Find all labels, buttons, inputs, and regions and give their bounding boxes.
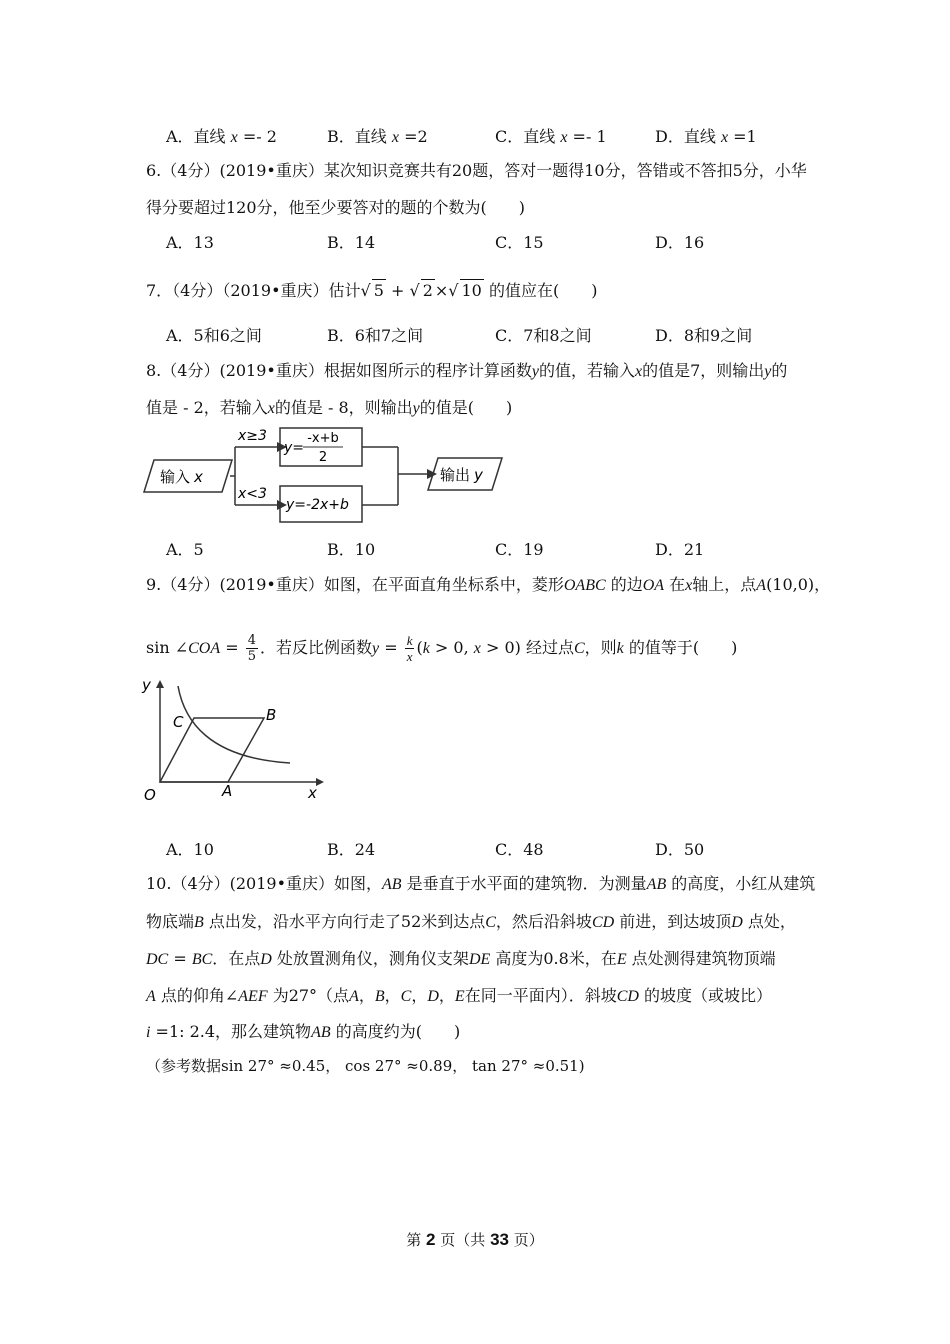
label-c: C (173, 713, 184, 731)
q5-option-b: B．直线 x =2 (327, 127, 428, 146)
flow-input-label: 输入 (160, 468, 191, 486)
q6-option-b: B．14 (327, 233, 376, 252)
q6-text-line2: 得分要超过120分，他至少要答对的题的个数为( ) (146, 198, 526, 217)
q7-option-b: B．6和7之间 (327, 326, 424, 345)
q8-option-d: D．21 (655, 540, 705, 559)
page-footer: 第 2 页（共 33 页） (406, 1230, 544, 1249)
q5-option-d: D．直线 x =1 (655, 127, 757, 146)
q7-text: 7．（4分）（2019•重庆）估计√ 5 + √ 2 ×√ 10 的值应在( ) (146, 281, 598, 300)
q5-option-c: C．直线 x =- 1 (495, 127, 607, 146)
flow-output-var: y (474, 466, 483, 484)
q10-text-line2: 物底端B 点出发，沿水平方向行走了52米到达点C，然后沿斜坡CD 前进，到达坡顶D 点处， (146, 912, 796, 931)
q8-option-a: A．5 (166, 540, 204, 559)
q7-option-a: A．5和6之间 (166, 326, 262, 345)
q10-text-line5: i =1: 2.4，那么建筑物AB 的高度约为( ) (146, 1022, 461, 1041)
q9-option-c: C．48 (495, 840, 544, 859)
flow-top-lhs: y= (284, 440, 305, 456)
flow-top-den: 2 (318, 450, 328, 465)
q10-text-line1: 10.（4分）(2019•重庆）如图，AB 是垂直于水平面的建筑物．为测量AB 的高度，小红从建筑 (146, 874, 816, 893)
q9-option-a: A．10 (166, 840, 214, 859)
q6-text-line1: 6.（4分）(2019•重庆）某次知识竞赛共有20题，答对一题得10分，答错或不答扣5分，小华 (146, 161, 807, 180)
flow-bottom-formula: y=-2x+b (286, 497, 349, 513)
q9-option-b: B．24 (327, 840, 376, 859)
q10-text-line3: DC = BC．在点D 处放置测角仪，测角仪支架DE 高度为0.8米，在E 点处测得建筑物顶端 (146, 949, 776, 968)
page-total: 33 (490, 1230, 509, 1249)
q9-text-line2: sin ∠COA = $\frac{4}{5}$ ．若反比例函数y = $\frac{k}{x}$ (k > 0, x > 0) 经过点C，则k 的值等于( ) (146, 633, 738, 664)
q10-reference-data: （参考数据sin 27° ≈0.45， cos 27° ≈0.89， tan 27° ≈0.51) (146, 1057, 585, 1075)
q8-flowchart (140, 420, 510, 530)
flow-top-num: -x+b (307, 431, 339, 446)
q10-text-line4: A 点的仰角∠AEF 为27°（点A，B，C，D，E在同一平面内）．斜坡CD 的坡度（或坡比） (146, 986, 773, 1005)
flow-cond-bottom: x<3 (238, 486, 267, 502)
label-a: A (222, 782, 233, 800)
q9-graph (138, 670, 328, 810)
q7-option-c: C．7和8之间 (495, 326, 592, 345)
q8-text-line1: 8.（4分）(2019•重庆）根据如图所示的程序计算函数y的值，若输入x的值是7，则输出y的 (146, 361, 788, 380)
q8-option-b: B．10 (327, 540, 376, 559)
label-o: O (144, 786, 156, 804)
q7-option-d: D．8和9之间 (655, 326, 753, 345)
q9-text-line1: 9.（4分）(2019•重庆）如图，在平面直角坐标系中，菱形OABC 的边OA 在x轴上，点A(10,0)， (146, 575, 831, 594)
q6-option-d: D．16 (655, 233, 705, 252)
flow-output-label: 输出 (440, 466, 471, 484)
q9-option-d: D．50 (655, 840, 705, 859)
q6-option-c: C．15 (495, 233, 544, 252)
q5-option-a: A．直线 x =- 2 (166, 127, 277, 146)
flow-cond-top: x≥3 (238, 428, 267, 444)
label-y: y (142, 676, 151, 694)
page-number: 2 (426, 1230, 436, 1249)
label-b: B (266, 706, 277, 724)
flow-input-var: x (194, 468, 203, 486)
label-x: x (308, 784, 317, 802)
q8-option-c: C．19 (495, 540, 544, 559)
hyperbola-curve (178, 686, 290, 763)
q6-option-a: A．13 (166, 233, 214, 252)
q8-text-line2: 值是 - 2，若输入x的值是 - 8，则输出y的值是( ) (146, 398, 513, 417)
